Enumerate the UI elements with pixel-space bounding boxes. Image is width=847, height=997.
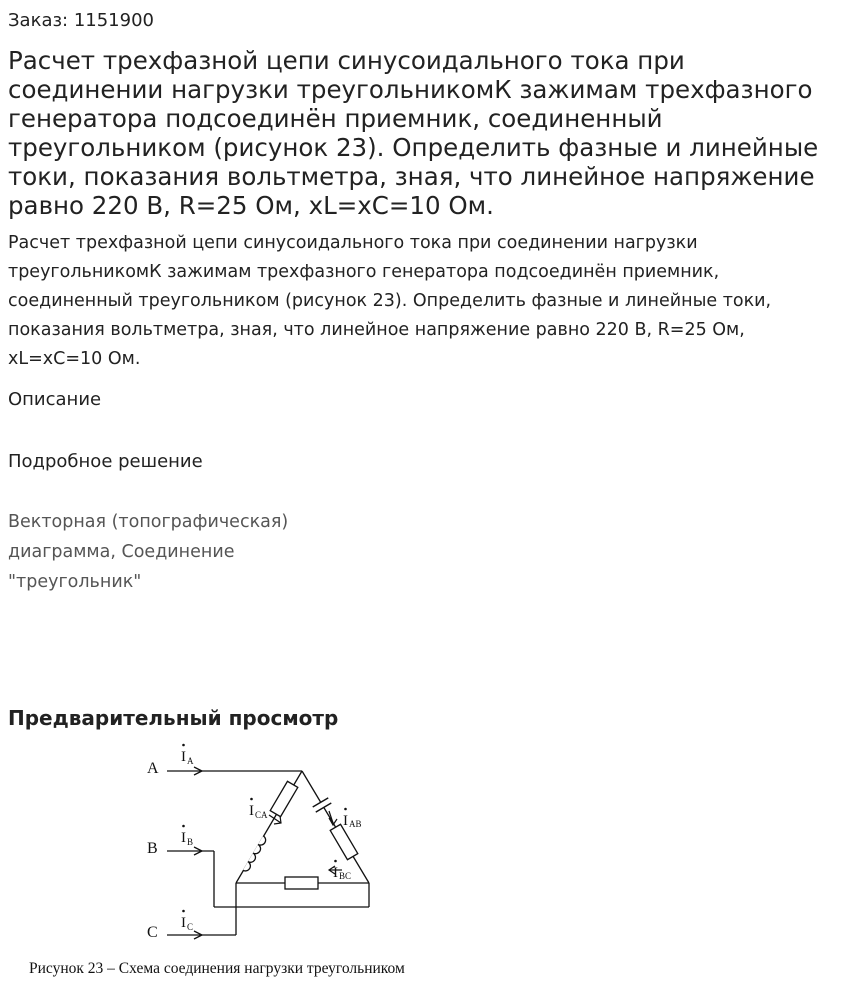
resistor-bc <box>285 877 318 889</box>
current-label-ic <box>181 910 193 932</box>
order-number: Заказ: 1151900 <box>8 10 154 31</box>
preview-heading: Предварительный просмотр <box>8 706 339 730</box>
capacitor-ab <box>312 797 332 812</box>
svg-text:I: I <box>181 830 186 846</box>
circuit-wires <box>167 767 369 939</box>
current-label-iab <box>343 808 362 829</box>
line-label-b: B <box>147 840 158 857</box>
tag-link-delta-connection[interactable]: Соединение "треугольник" <box>8 542 235 592</box>
svg-text:I: I <box>181 749 186 765</box>
delta-circuit-diagram <box>0 735 847 993</box>
branch-current-arrows <box>269 811 342 874</box>
current-label-ia <box>181 744 194 766</box>
resistor-ca <box>270 781 298 816</box>
svg-text:I: I <box>333 865 338 881</box>
svg-text:B: B <box>187 837 194 847</box>
line-label-a: A <box>147 760 159 777</box>
solution-section-label: Подробное решение <box>8 451 203 472</box>
task-description: Расчет трехфазной цепи синусоидального тока при соединении нагрузки треугольникомК зажимам трехфазного генератора подсоединён приемник, соединенный треугольником (рисунок 23). Определить фазные и линейные токи, показания вольтметра, зная, что линейное напряжение равно 220 В, R=25 Ом, xL=xC=10 Ом. <box>8 233 772 369</box>
figure-caption: Рисунок 23 – Схема соединения нагрузки треугольником <box>29 960 405 977</box>
svg-text:A: A <box>187 756 194 766</box>
page-title: Расчет трехфазной цепи синусоидального тока при соединении нагрузки треугольникомК зажимам трехфазного генератора подсоединён приемник, соединенный треугольником (рисунок 23). Определить фазные и линейные токи, показания вольтметра, зная, что линейное напряжение равно 220 В, R=25 Ом, xL=xC=10 Ом. <box>8 46 819 220</box>
current-label-ib <box>181 825 193 847</box>
svg-text:CA: CA <box>255 810 268 820</box>
current-label-ica <box>249 798 268 820</box>
circuit-figure <box>0 735 847 993</box>
resistor-ab <box>330 824 358 859</box>
svg-text:AB: AB <box>349 819 362 829</box>
current-label-ibc <box>333 860 351 881</box>
svg-text:BC: BC <box>339 871 352 881</box>
svg-text:I: I <box>181 915 186 931</box>
svg-text:C: C <box>187 922 194 932</box>
inductor-ca <box>243 836 268 873</box>
description-section-label: Описание <box>8 389 102 410</box>
line-label-c: C <box>147 924 158 941</box>
tag-link-vector-diagram[interactable]: Векторная (топографическая) диаграмма <box>8 512 289 562</box>
svg-text:I: I <box>343 813 348 829</box>
svg-text:I: I <box>249 803 254 819</box>
tag-separator: , <box>110 542 122 562</box>
tags-list <box>8 507 298 597</box>
